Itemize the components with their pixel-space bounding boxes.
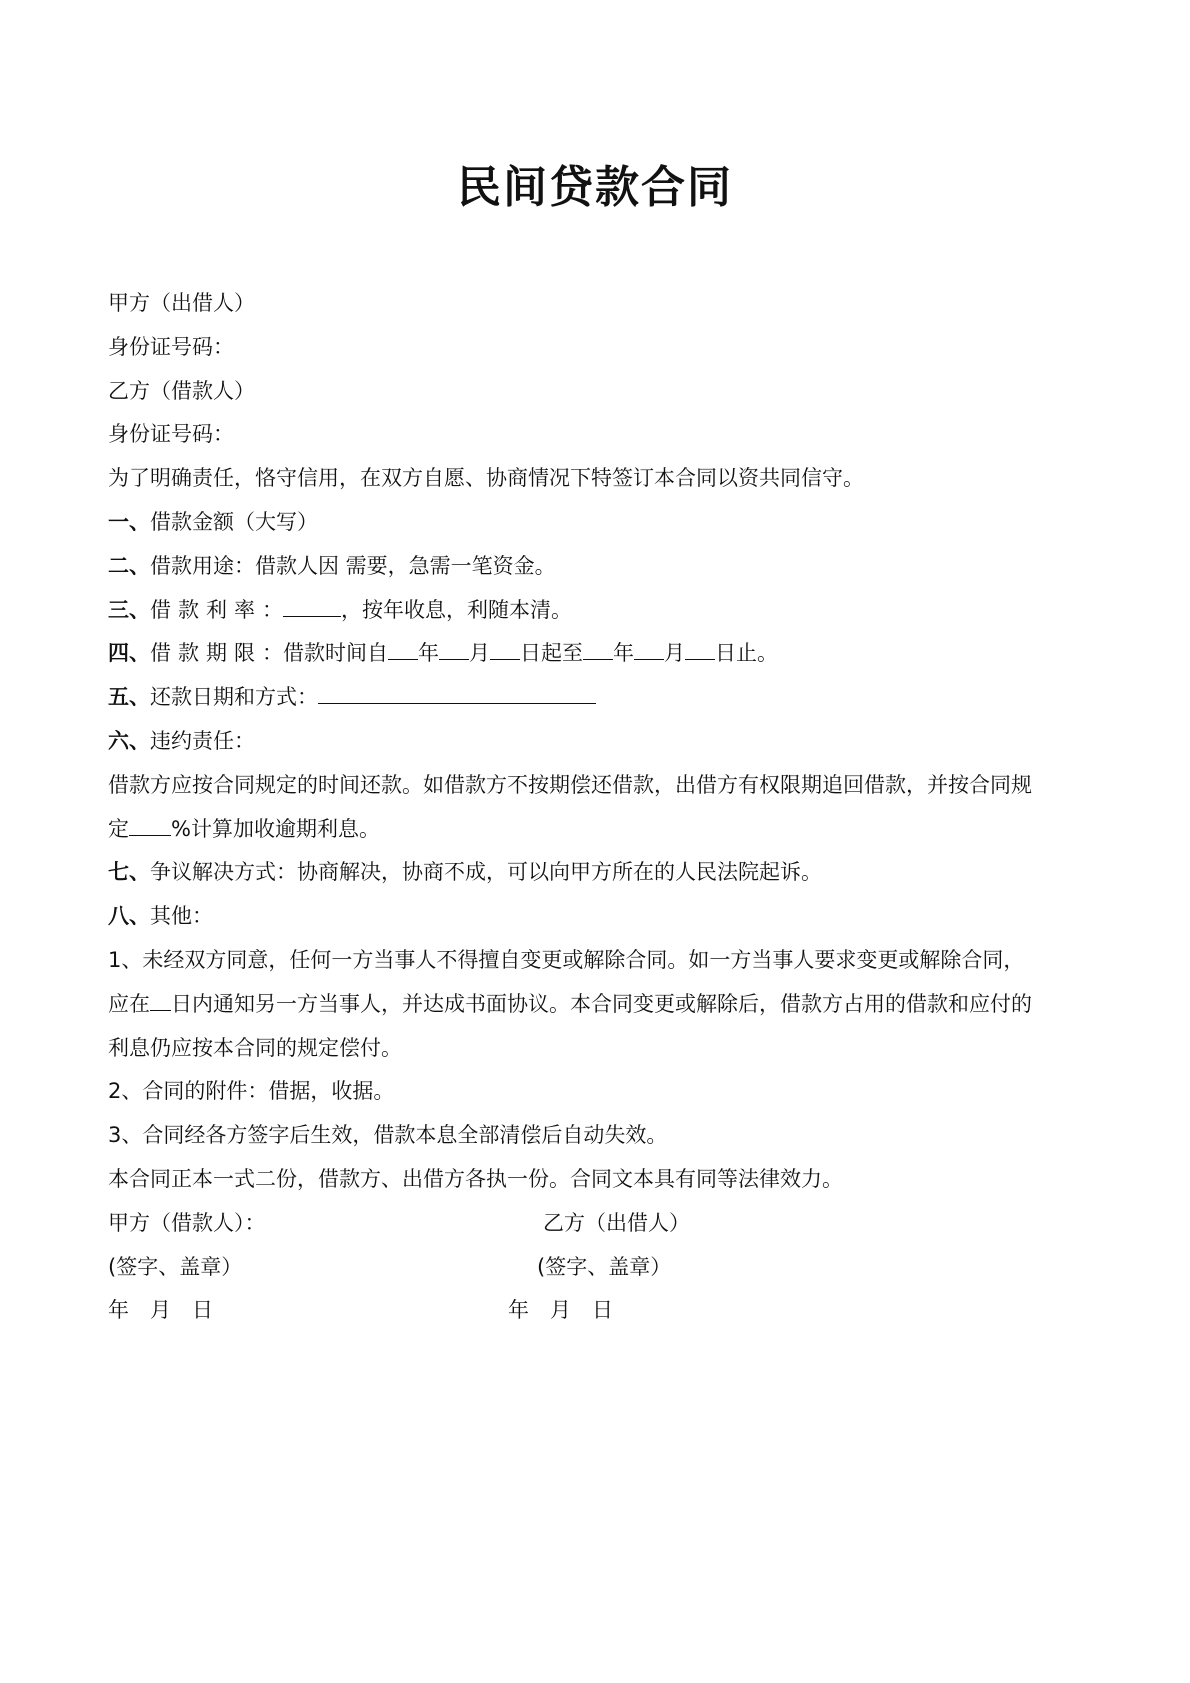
section-8-item-3: 3、合同经各方签字后生效，借款本息全部清偿后自动失效。 [108, 1123, 668, 1148]
term-text-start: 借款时间自 [283, 641, 388, 666]
section-text: 争议解决方式：协商解决，协商不成，可以向甲方所在的人民法院起诉。 [150, 860, 822, 885]
borrower-label: 乙方（借款人） [108, 378, 255, 403]
day-to-label: 日起至 [520, 641, 583, 666]
signature-date-row [108, 1289, 1093, 1333]
section-label: 借款期限 [150, 641, 262, 666]
section-1 [108, 501, 1093, 545]
left-sign-label: (签字、盖章） [108, 1254, 243, 1279]
right-date-label: 年 月 日 [508, 1298, 613, 1323]
section-number: 一、 [108, 509, 150, 534]
start-day-blank [490, 637, 520, 660]
month-label: 月 [664, 641, 685, 666]
start-year-blank [388, 637, 418, 660]
section-number: 二、 [108, 553, 150, 578]
contract-body [108, 282, 1093, 1333]
year-label: 年 [613, 641, 634, 666]
signature-party-row [108, 1202, 1093, 1246]
section-text: 其他： [150, 904, 213, 929]
preamble: 为了明确责任，恪守信用，在双方自愿、协商情况下特签订本合同以资共同信守。 [108, 466, 864, 491]
repayment-blank [318, 681, 596, 704]
section-colon: ： [262, 597, 283, 622]
left-date-label: 年 月 日 [108, 1298, 213, 1323]
penalty-rate-blank [129, 813, 171, 836]
section-8-item-1-line-1: 1、未经双方同意，任何一方当事人不得擅自变更或解除合同。如一方当事人要求变更或解除合同， [108, 947, 1025, 972]
left-party-label: 甲方（借款人）： [108, 1210, 266, 1235]
section-text: 借款用途：借款人因 需要，急需一笔资金。 [150, 553, 556, 578]
document-title: 民间贷款合同 [457, 162, 733, 213]
section-8 [108, 895, 1093, 939]
month-label: 月 [469, 641, 490, 666]
end-month-blank [634, 637, 664, 660]
body-text: 日内通知另一方当事人，并达成书面协议。本合同变更或解除后，借款方占用的借款和应付的 [171, 991, 1032, 1016]
section-5 [108, 676, 1093, 720]
end-day-blank [685, 637, 715, 660]
section-colon: ： [262, 641, 283, 666]
closing-statement: 本合同正本一式二份，借款方、出借方各执一份。合同文本具有同等法律效力。 [108, 1166, 843, 1191]
section-6 [108, 720, 1093, 764]
body-text: 应在 [108, 991, 150, 1016]
right-sign-label: (签字、盖章） [537, 1254, 672, 1279]
section-number: 四、 [108, 641, 150, 666]
section-6-body-line-1: 借款方应按合同规定的时间还款。如借款方不按期偿还借款，出借方有权限期追回借款，并按合同规 [108, 772, 1032, 797]
signature-sign-row [108, 1246, 1093, 1290]
section-7 [108, 851, 1093, 895]
section-4 [108, 632, 1093, 676]
section-number: 六、 [108, 728, 150, 753]
start-month-blank [439, 637, 469, 660]
section-number: 五、 [108, 685, 150, 710]
lender-label: 甲方（出借人） [108, 291, 255, 315]
rate-blank [283, 594, 341, 617]
term-text-end: 日止。 [715, 641, 778, 666]
section-text: 还款日期和方式： [150, 685, 318, 710]
section-text: 违约责任： [150, 728, 255, 753]
section-text: ，按年收息，利随本清。 [341, 597, 572, 622]
year-label: 年 [418, 641, 439, 666]
section-text: 借款金额（大写） [150, 509, 318, 534]
section-3 [108, 589, 1093, 633]
body-text: 定 [108, 816, 129, 841]
end-year-blank [583, 637, 613, 660]
lender-id-label: 身份证号码： [108, 334, 234, 359]
notice-days-blank [150, 988, 171, 1011]
section-number: 七、 [108, 860, 150, 885]
borrower-id-label: 身份证号码： [108, 422, 234, 447]
section-number: 三、 [108, 597, 150, 622]
section-number: 八、 [108, 904, 150, 929]
section-label: 借款利率 [150, 597, 262, 622]
section-8-item-1-line-2 [108, 983, 1093, 1027]
body-text: %计算加收逾期利息。 [171, 816, 380, 841]
section-6-body-line-2 [108, 808, 1093, 852]
section-8-item-1-line-3: 利息仍应按本合同的规定偿付。 [108, 1035, 402, 1060]
right-party-label: 乙方（出借人） [543, 1210, 690, 1235]
section-2 [108, 545, 1093, 589]
section-8-item-2: 2、合同的附件：借据，收据。 [108, 1079, 395, 1104]
